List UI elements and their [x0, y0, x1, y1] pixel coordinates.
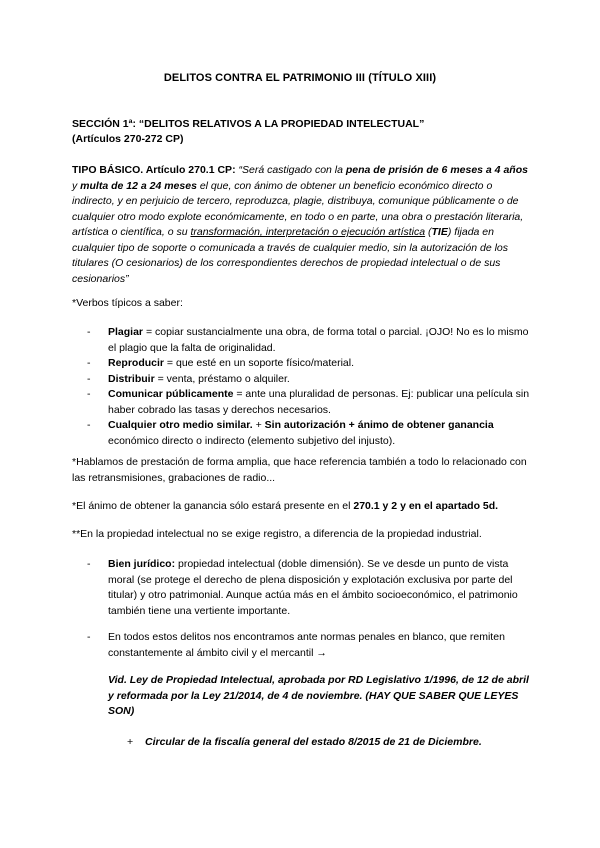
quote-part: y — [72, 179, 81, 192]
verbo-term: Reproducir — [108, 357, 165, 369]
multa: multa de 12 a 24 meses — [80, 179, 197, 192]
note-animo — [72, 499, 530, 515]
section-title: SECCIÓN 1ª: “DELITOS RELATIVOS A LA PROPIEDAD INTELECTUAL” — [72, 118, 425, 130]
verbo-term: Cualquier otro medio similar. — [108, 419, 253, 431]
quote-part: “Será castigado con la — [235, 164, 346, 176]
pena-prision: pena de prisión de 6 meses a 4 años — [345, 164, 528, 176]
section-articles: (Artículos 270-272 CP) — [72, 133, 184, 145]
section-heading — [72, 117, 530, 147]
verbo-text: = que esté en un soporte físico/material. — [164, 357, 354, 369]
verbo-term: Comunicar públicamente — [108, 388, 234, 400]
note-text: *El ánimo de obtener la ganancia sólo estará presente en el — [72, 500, 354, 512]
verbo-term: Distribuir — [108, 372, 155, 385]
list-item — [87, 387, 532, 418]
page-title: DELITOS CONTRA EL PATRIMONIO III (TÍTULO XIII) — [163, 72, 437, 84]
quote-part: ) fijada en cualquier tipo de soporte o comunicada a través de cualquier medio, sin la autorización de los titulares (O cesionarios) de los correspondientes derechos de propiedad intelectual o de sus cesionarios” — [72, 226, 509, 285]
circular-text: Circular de la fiscalía general del estado 8/2015 de 21 de Diciembre. — [145, 736, 482, 748]
note-registro: **En la propiedad intelectual no se exige registro, a diferencia de la propiedad industrial. — [72, 528, 482, 540]
verbo-term: Plagiar — [108, 326, 144, 338]
list-item — [87, 418, 532, 449]
blanco-list — [87, 630, 532, 661]
circular-item — [127, 735, 482, 750]
list-item — [87, 372, 532, 388]
verbo-text: económico directo o indirecto (elemento subjetivo del injusto). — [108, 434, 396, 447]
note-bold: 270.1 y 2 y en el apartado 5d. — [353, 500, 499, 512]
verbos-intro: *Verbos típicos a saber: — [72, 297, 183, 309]
verbo-text: = copiar sustancialmente una obra, de forma total o parcial. ¡OJO! No es lo mismo el plagio que la falta de originalidad. — [108, 326, 529, 354]
vid-text: Vid. Ley de Propiedad Intelectual, aprobada por RD Legislativo 1/1996, de 12 de abril y reformada por la Ley 21/2014, de 4 de noviembre — [108, 674, 529, 702]
bien-term: Bien jurídico: — [108, 558, 176, 570]
vid-reference — [108, 673, 533, 720]
list-item — [87, 557, 532, 619]
bien-list — [87, 557, 532, 619]
tipo-basico-paragraph — [72, 163, 530, 287]
bien-text: propiedad intelectual (doble dimensión). Se ve desde un punto de vista moral (se protege el derecho de plena disposición y explotación exclusiva por parte del titular) y otro patrimonial. Aunque actúa más en el ámbito socioeconómico, el patrimonio también tiene una vertiente importante. — [108, 558, 518, 617]
tie-abbrev: TIE — [431, 226, 448, 238]
vid-caps: . (HAY QUE SABER QUE LEYES SON) — [108, 689, 519, 717]
list-item — [87, 325, 532, 356]
verbos-list — [87, 325, 532, 449]
verbo-text: = venta, préstamo o alquiler. — [154, 372, 290, 385]
plus-marker: + — [127, 736, 134, 748]
note-prestacion: *Hablamos de prestación de forma amplia, que hace referencia también a todo lo relacionado con las retransmisiones, grabaciones de radio... — [72, 456, 527, 484]
list-item: - En todos estos delitos nos encontramos ante normas penales en blanco, que remiten constantemente al ámbito civil y el mercantil → — [87, 630, 532, 661]
list-item — [87, 356, 532, 372]
quote-part: el que, con ánimo de obtener un beneficio económico directo o indirecto, y en perjuicio de tercero, reproduzca, plagie, distribuya, comunique públicamente o de cualquier otro modo explote económicamente, en todo o en parte, una obra o prestación literaria, artística o científica, o su — [72, 179, 524, 238]
tipo-basico-label: TIPO BÁSICO. Artículo 270.1 CP: — [72, 164, 236, 176]
verbo-term: Sin autorización + ánimo de obtener ganancia — [264, 419, 494, 431]
quote-part: ( — [425, 226, 432, 238]
verbo-text: + — [252, 419, 265, 431]
verbo-text: = ante una pluralidad de personas. Ej: publicar una película sin haber cobrado las tasas y derechos necesarios. — [108, 388, 530, 416]
underlined-tie: transformación, interpretación o ejecución artística — [190, 226, 426, 238]
